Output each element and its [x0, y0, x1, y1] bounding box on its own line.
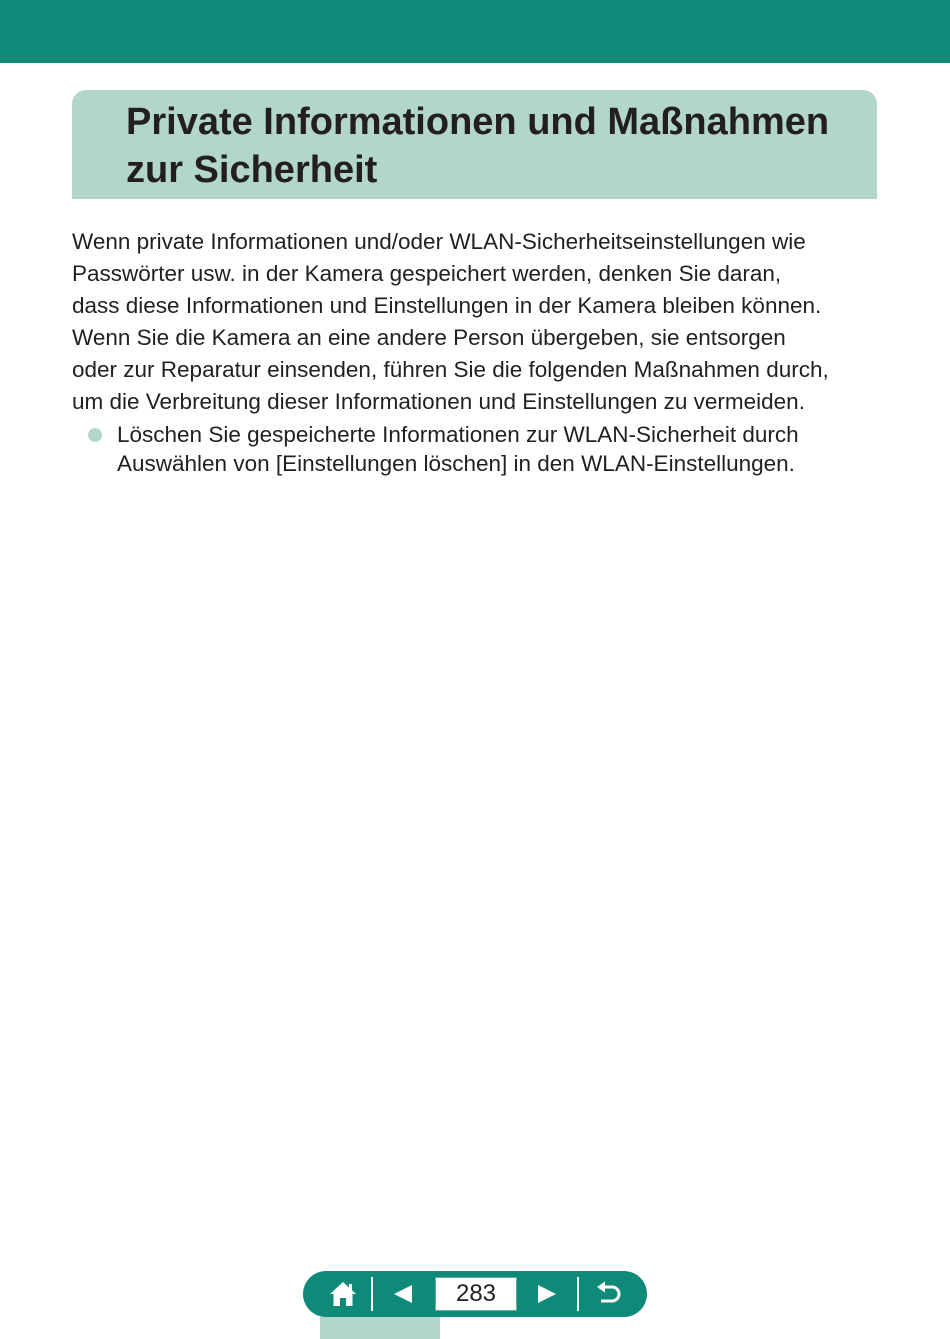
next-page-button[interactable] — [519, 1271, 575, 1317]
nav-tab-indicator — [320, 1317, 440, 1339]
section-title-box — [72, 90, 877, 199]
return-button[interactable] — [581, 1271, 637, 1317]
paragraph-line: oder zur Reparatur einsenden, führen Sie die folgenden Maßnahmen durch, — [72, 357, 829, 382]
paragraph-line: dass diese Informationen und Einstellungen in der Kamera bleiben können. — [72, 293, 822, 318]
title-line-2: zur Sicherheit — [126, 149, 378, 191]
page-navigation-bar — [303, 1271, 647, 1317]
return-icon — [595, 1281, 623, 1307]
paragraph-line: Wenn Sie die Kamera an eine andere Person übergeben, sie entsorgen — [72, 325, 786, 350]
nav-separator — [577, 1277, 579, 1311]
bullet-dot-icon — [88, 428, 102, 442]
paragraph-line: Wenn private Informationen und/oder WLAN-Sicherheitseinstellungen wie — [72, 229, 806, 254]
nav-separator — [371, 1277, 373, 1311]
previous-arrow-icon — [392, 1284, 414, 1304]
paragraph-line: um die Verbreitung dieser Informationen und Einstellungen zu vermeiden. — [72, 389, 805, 414]
bullet-line: Löschen Sie gespeicherte Informationen zur WLAN-Sicherheit durch — [117, 422, 799, 447]
home-icon — [328, 1280, 358, 1308]
paragraph-line: Passwörter usw. in der Kamera gespeichert werden, denken Sie daran, — [72, 261, 782, 286]
page-title — [126, 98, 857, 194]
top-header-bar — [0, 0, 950, 63]
previous-page-button[interactable] — [375, 1271, 431, 1317]
next-arrow-icon — [536, 1284, 558, 1304]
title-line-1: Private Informationen und Maßnahmen — [126, 101, 830, 143]
body-paragraph — [72, 226, 884, 418]
bullet-text — [117, 420, 799, 478]
bullet-line: Auswählen von [Einstellungen löschen] in den WLAN-Einstellungen. — [117, 451, 795, 476]
page-number: 283 — [435, 1277, 517, 1311]
home-button[interactable] — [317, 1271, 369, 1317]
